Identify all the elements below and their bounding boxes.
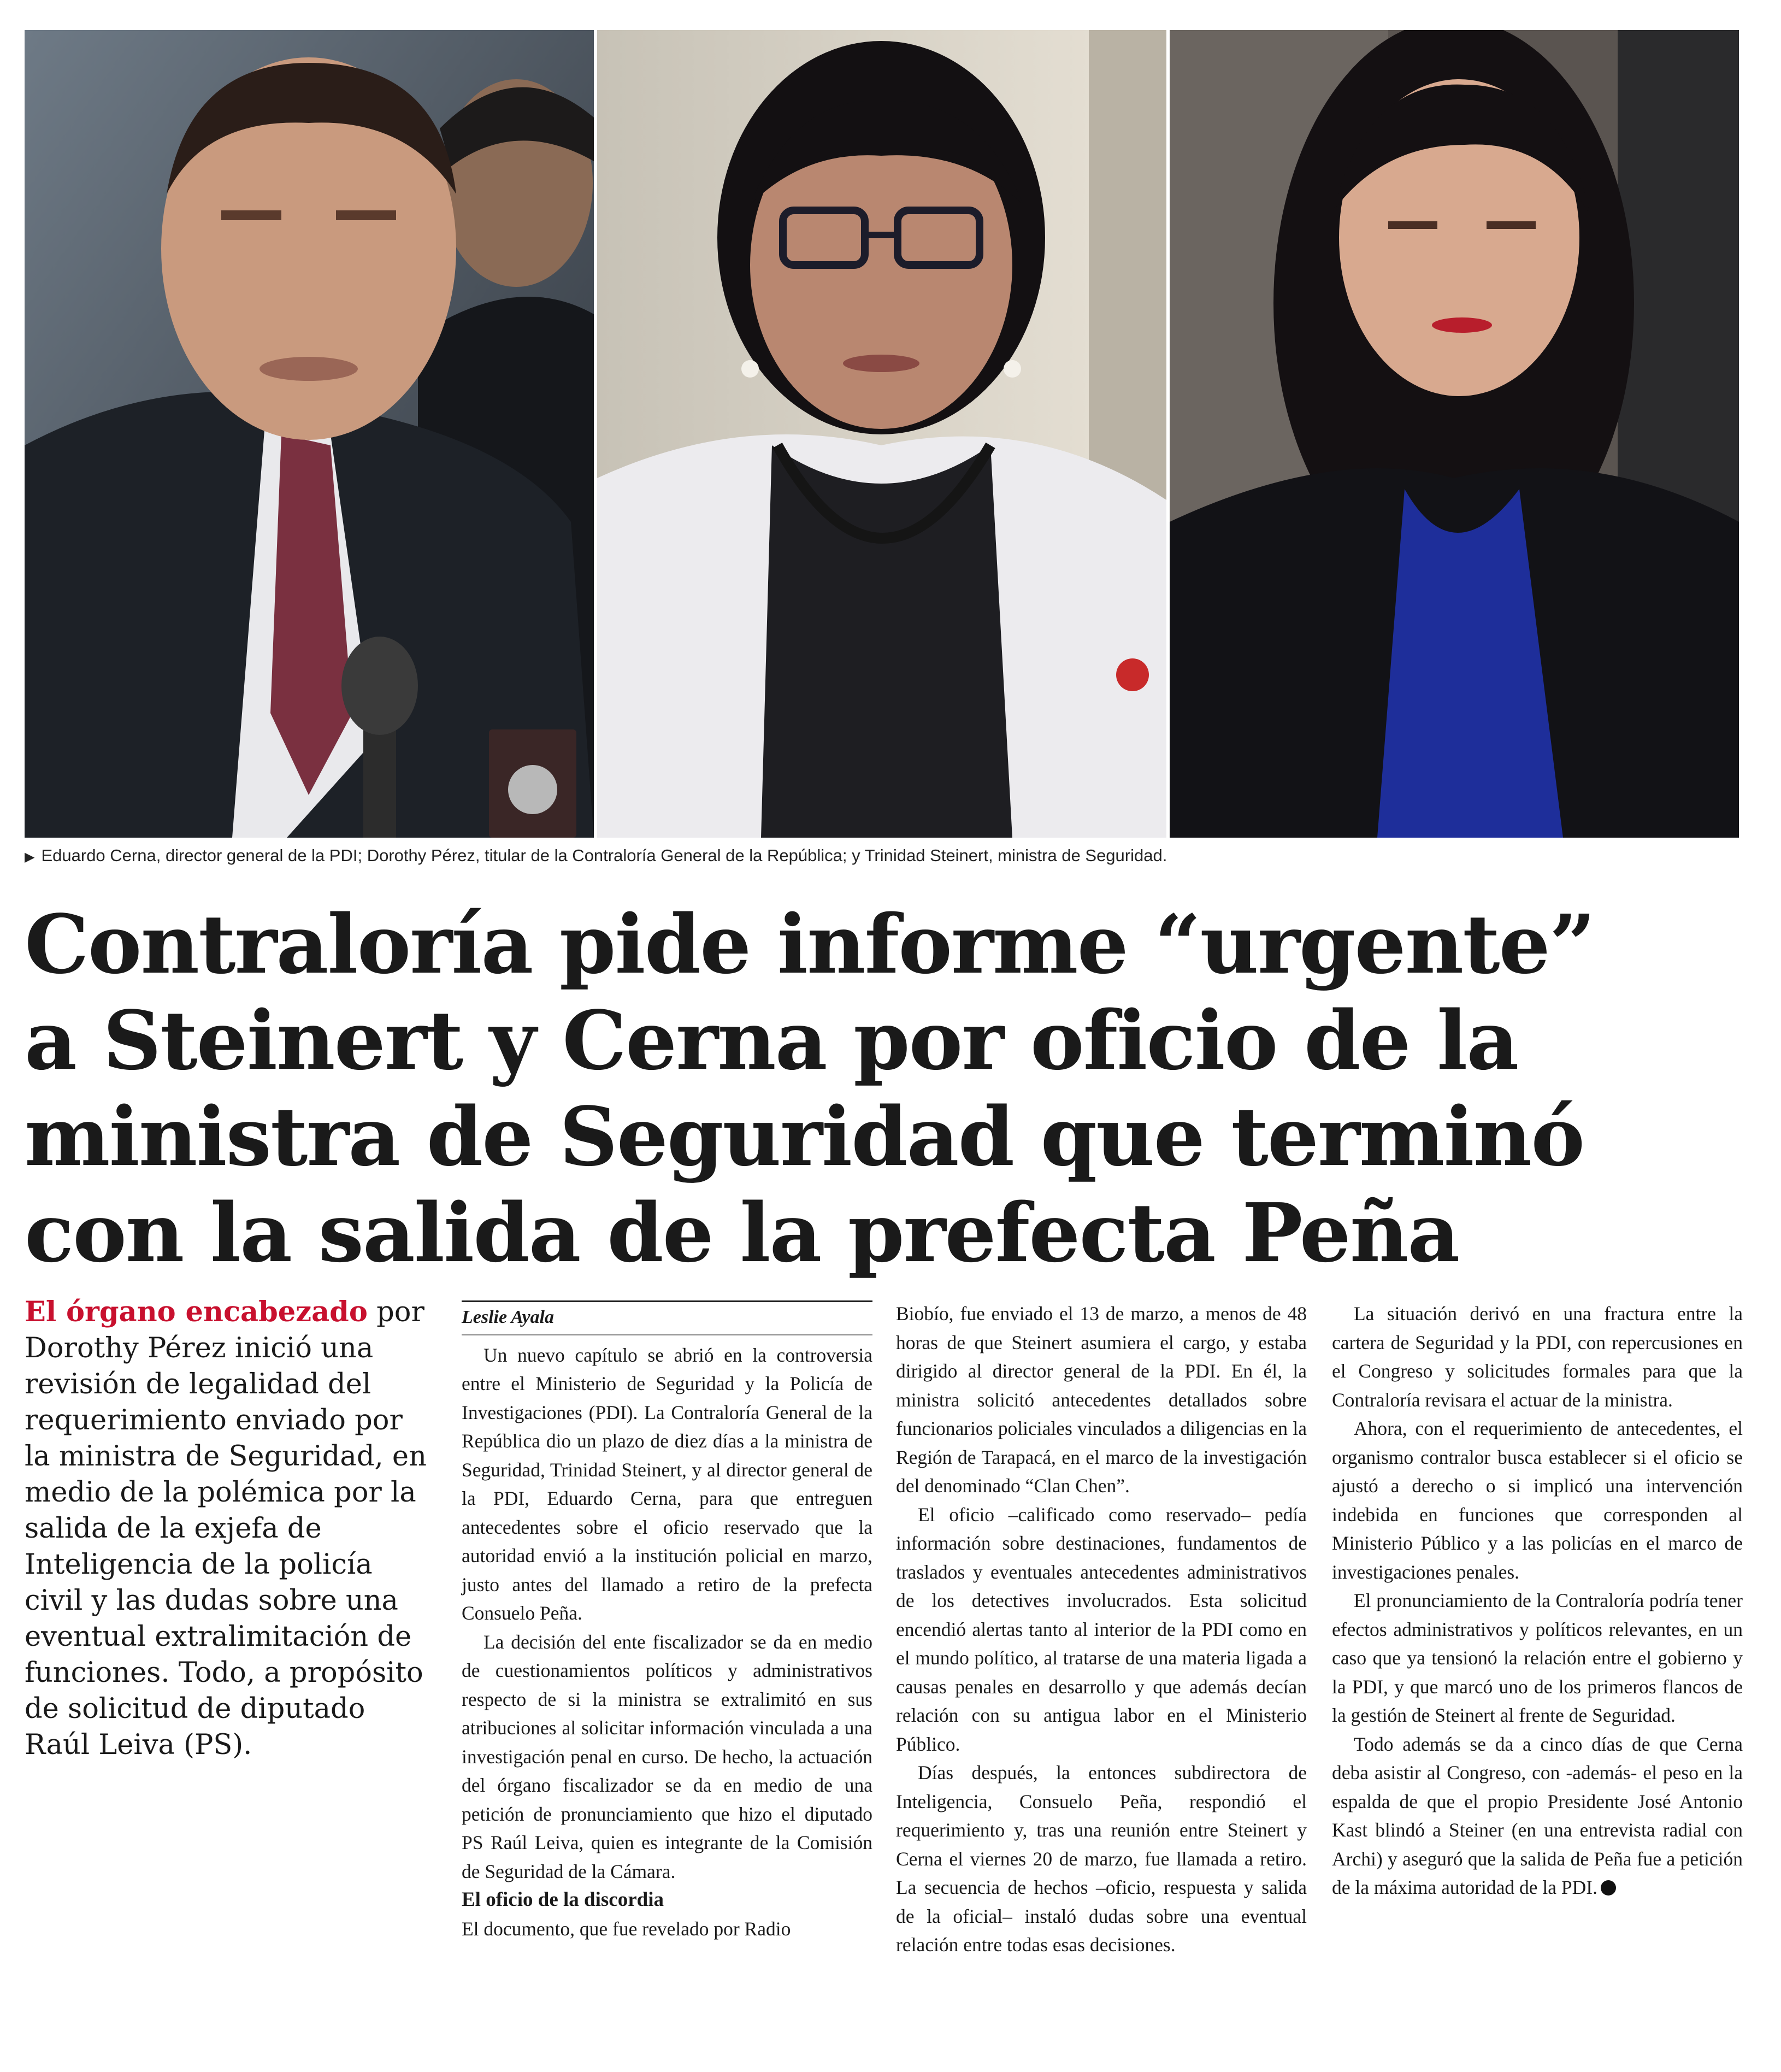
body-paragraph-6: La situación derivó en una fractura entre la cartera de Seguridad y la PDI, con repercusiones en el Congreso y solicitudes formales para que la Contraloría revisara el actuar de la ministra. xyxy=(1332,1303,1743,1411)
lead-text: por Dorothy Pérez inició una revisión de legalidad del requerimiento enviado por la ministra de Seguridad, en medio de la polémica por la salida de la exjefa de Inteligencia de la policía civil y las dudas sobre una eventual extralimitación de funciones. Todo, a propósito de solicitud de diputado Raúl Leiva (PS). xyxy=(25,1296,427,1761)
body-paragraph-4: El oficio –calificado como reservado– pedía información sobre destinaciones, fundamentos de traslados y eventuales antecedentes administrativos de los detectives involucrados. Esta solicitud encendió alertas tanto al interior de la PDI como en el mundo político, al tratarse de una materia ligada a causas penales en desarrollo y que además decían relación con su antigua labor en el Ministerio Público. xyxy=(896,1503,1307,1755)
body-paragraph-9-text: Todo además se da a cinco días de que Cerna deba asistir al Congreso, con -además- el peso en la espalda de que el propio Presidente José Antonio Kast blindó a Steiner (en una entrevista radial con Archi) y aseguró que la salida de Peña fue a petición de la máxima autoridad de la PDI. xyxy=(1332,1733,1743,1898)
section-subhead: El oficio de la discordia xyxy=(462,1888,664,1911)
photo-eduardo-cerna xyxy=(25,30,594,838)
body-paragraph-1: Un nuevo capítulo se abrió en la controversia entre el Ministerio de Seguridad y la Policía de Investigaciones (PDI). La Contraloría General de la República dio un plazo de diez días a la ministra de Seguridad, Trinidad Steinert, y al director general de la PDI, Eduardo Cerna, para que entreguen antecedentes sobre el oficio reservado que la autoridad envió a la institución policial en marzo, justo antes del llamado a retiro de la prefecta Consuelo Peña. xyxy=(462,1344,872,1624)
body-paragraph-3-start: El documento, que fue revelado por Radio xyxy=(462,1917,791,1940)
photo-dorothy-perez xyxy=(597,30,1166,838)
headline xyxy=(25,896,1745,1281)
headline-line-4: con la salida de la prefecta Peña xyxy=(25,1185,1459,1280)
photo-trinidad-steinert xyxy=(1170,30,1739,838)
byline: Leslie Ayala xyxy=(462,1300,872,1335)
body-paragraph-9 xyxy=(1332,1730,1743,1902)
article-column-2 xyxy=(896,1299,1307,1959)
article-column-1 xyxy=(462,1300,872,1943)
body-paragraph-5: Días después, la entonces subdirectora de Inteligencia, Consuelo Peña, respondió el requerimiento y, tras una reunión entre Steinert y Cerna el viernes 20 de marzo, fue llamada a retiro. La secuencia de hechos –oficio, respuesta y salida de la oficial– instaló dudas sobre una eventual relación entre todas esas decisiones. xyxy=(896,1762,1307,1956)
body-paragraph-8: El pronunciamiento de la Contraloría podría tener efectos administrativos y políticos relevantes, en un caso que ya tensionó la relación entre el gobierno y la PDI, y que marcó uno de los primeros flancos de la gestión de Steinert al frente de Seguridad. xyxy=(1332,1590,1743,1726)
lead-paragraph xyxy=(25,1294,434,1763)
article-column-3 xyxy=(1332,1299,1743,1902)
headline-line-2: a Steinert y Cerna por oficio de la xyxy=(25,993,1518,1088)
caption-text: Eduardo Cerna, director general de la PDI; Dorothy Pérez, titular de la Contraloría General de la República; y Trinidad Steinert, ministra de Seguridad. xyxy=(41,846,1167,865)
caption-arrow-icon: ▶ xyxy=(25,850,35,864)
body-paragraph-7: Ahora, con el requerimiento de antecedentes, el organismo contralor busca establecer si el oficio se ajustó a derecho o si implicó una intervención indebida en funciones que corresponden al Ministerio Público y a las policías en el marco de investigaciones penales. xyxy=(1332,1417,1743,1583)
photo-caption xyxy=(25,846,1740,866)
end-mark-icon xyxy=(1601,1880,1616,1896)
body-paragraph-3-cont: Biobío, fue enviado el 13 de marzo, a menos de 48 horas de que Steinert asumiera el cargo, y estaba dirigido al director general de la PDI. En él, la ministra solicitó antecedentes detallados sobre funcionarios policiales vinculados a diligencias en la Región de Tarapacá, en el marco de la investigación del denominado “Clan Chen”. xyxy=(896,1303,1307,1497)
headline-line-1: Contraloría pide informe “urgente” xyxy=(25,897,1595,992)
headline-line-3: ministra de Seguridad que terminó xyxy=(25,1089,1584,1184)
lead-highlight: El órgano encabezado xyxy=(25,1296,368,1328)
body-paragraph-2: La decisión del ente fiscalizador se da en medio de cuestionamientos políticos y administrativos respecto de si la ministra se extralimitó en sus atribuciones al solicitar información vinculada a una investigación penal en curso. De hecho, la actuación del órgano fiscalizador se da en medio de una petición de pronunciamiento que hizo el diputado PS Raúl Leiva, quien es integrante de la Comisión de Seguridad de la Cámara. xyxy=(462,1630,872,1882)
